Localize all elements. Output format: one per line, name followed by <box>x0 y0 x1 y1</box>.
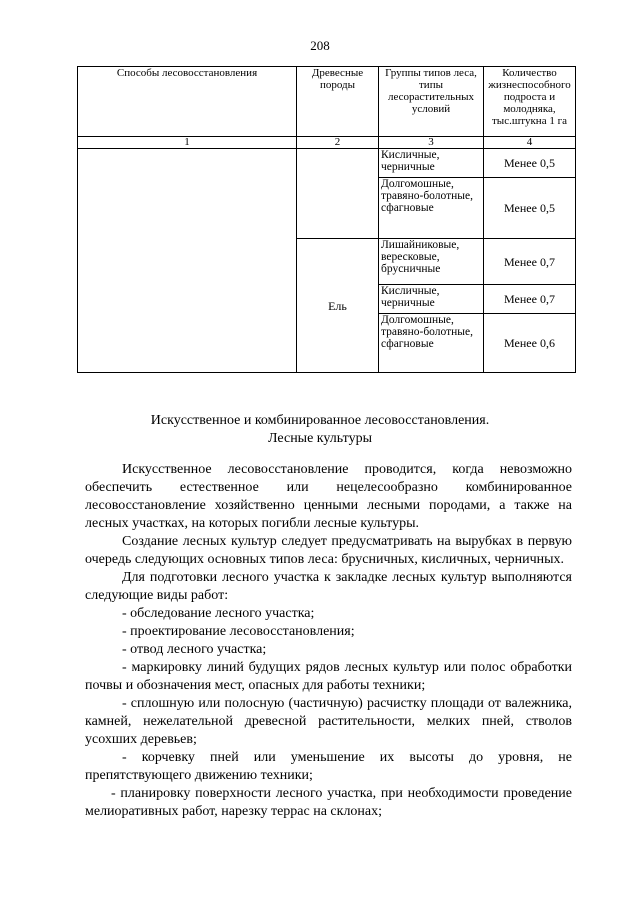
column-number: 2 <box>297 137 379 149</box>
paragraph: Для подготовки лесного участка к закладке лесных культур выполняются следующие виды работ: <box>85 570 572 603</box>
table-column-numbers-row <box>78 137 576 149</box>
column-number: 4 <box>484 137 576 149</box>
method-cell <box>78 149 297 373</box>
forest-type-cell: Кисличные, черничные <box>379 149 484 178</box>
list-item: - сплошную или полосную (частичную) расчистку площади от валежника, камней, нежелательной древесной растительности, мелких пней, стволов усохших деревьев; <box>85 696 572 747</box>
quantity-cell: Менее 0,5 <box>484 149 576 178</box>
forest-type-cell: Долгомошные, травяно-болотные, сфагновые <box>379 314 484 373</box>
forest-type-cell: Лишайниковые, вересковые, брусничные <box>379 239 484 285</box>
list-item: - корчевку пней или уменьшение их высоты до уровня, не препятствующего движению техники; <box>85 750 572 783</box>
list-item: - проектирование лесовосстановления; <box>122 624 355 639</box>
header-forest-types: Группы типов леса, типы лесорастительных условий <box>379 67 484 137</box>
table-row <box>78 149 576 178</box>
header-species: Древесные породы <box>297 67 379 137</box>
reforestation-table <box>77 66 576 373</box>
header-methods: Способы лесовосстановления <box>78 67 297 137</box>
list-item: - маркировку линий будущих рядов лесных культур или полос обработки почвы и обозначения мест, опасных для работы техники; <box>85 660 572 693</box>
species-cell-blank <box>297 178 379 239</box>
paragraph: Искусственное лесовосстановление проводится, когда невозможно обеспечить естественное или нецелесообразно комбинированное лесовосстановление хозяйственно ценными лесными породами, а также на лесных участках, на которых погибли лесные культуры. <box>85 462 572 531</box>
forest-type-cell: Долгомошные, травяно-болотные, сфагновые <box>379 178 484 239</box>
quantity-cell: Менее 0,7 <box>484 285 576 314</box>
body-text <box>85 461 572 821</box>
section-subtitle-line: Лесные культуры <box>268 431 372 446</box>
column-number: 3 <box>379 137 484 149</box>
quantity-cell: Менее 0,7 <box>484 239 576 285</box>
species-cell: Ель <box>297 239 379 373</box>
section-title-line: Искусственное и комбинированное лесовосстановления. <box>150 413 490 428</box>
section-title <box>0 412 640 448</box>
list-item: - отвод лесного участка; <box>122 642 267 657</box>
header-quantity: Количество жизнеспособного подроста и молодняка, тыс.штукна 1 га <box>484 67 576 137</box>
species-cell-blank <box>297 149 379 178</box>
column-number: 1 <box>78 137 297 149</box>
quantity-cell: Менее 0,6 <box>484 314 576 373</box>
quantity-cell: Менее 0,5 <box>484 178 576 239</box>
list-item: - планировку поверхности лесного участка, при необходимости проведение мелиоративных работ, нарезку террас на склонах; <box>85 786 572 819</box>
table-header-row <box>78 67 576 137</box>
paragraph: Создание лесных культур следует предусматривать на вырубках в первую очередь следующих основных типов леса: брусничных, кисличных, черничных. <box>85 534 572 567</box>
list-item: - обследование лесного участка; <box>122 606 315 621</box>
forest-type-cell: Кисличные, черничные <box>379 285 484 314</box>
page-number: 208 <box>310 38 330 53</box>
